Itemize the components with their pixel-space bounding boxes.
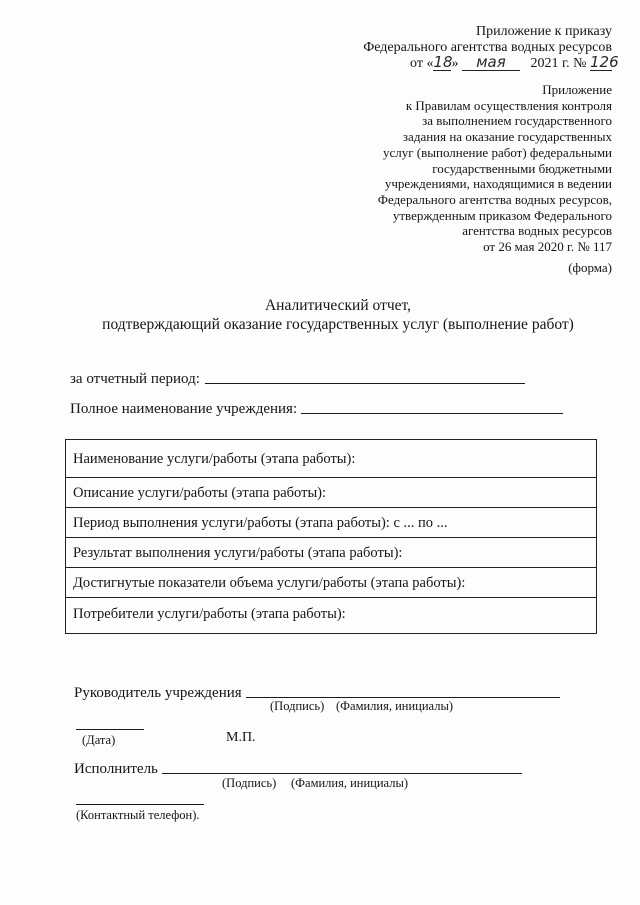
executor-signature-line[interactable] [162, 773, 522, 774]
executor-sign-caption: (Подпись) [222, 776, 277, 790]
date-day-handwritten: 18 [433, 53, 453, 71]
order-appendix-line: Приложение к приказу [476, 24, 612, 39]
date-month-handwritten: мая [462, 54, 520, 71]
table-row[interactable]: Потребители услуги/работы (этапа работы): [66, 597, 596, 633]
head-name-caption: (Фамилия, инициалы) [336, 699, 454, 713]
rules-line: Приложение [542, 82, 612, 97]
executor-name-caption: (Фамилия, инициалы) [291, 776, 409, 790]
period-input-line[interactable] [205, 383, 525, 384]
head-sign-caption: (Подпись) [270, 699, 325, 713]
rules-line: услуг (выполнение работ) федеральными [382, 144, 612, 160]
rules-line: утвержденным приказом Федерального [392, 207, 612, 223]
rules-line: Федерального агентства водных ресурсов, [377, 191, 612, 207]
institution-label: Полное наименование учреждения: [70, 401, 298, 417]
service-info-table [65, 439, 597, 634]
table-row[interactable]: Описание услуги/работы (этапа работы): [66, 477, 596, 507]
rules-line: учреждениями, находящимися в ведении [384, 176, 612, 192]
rules-line: агентства водных ресурсов [462, 223, 612, 239]
rules-line: за выполнением государственного [422, 113, 612, 129]
date-mid: » [451, 56, 459, 71]
institution-input-line[interactable] [301, 413, 563, 414]
rules-header [378, 82, 612, 255]
table-row[interactable]: Результат выполнения услуги/работы (этапа работы): [66, 537, 596, 567]
phone-caption: (Контактный телефон). [76, 808, 200, 822]
date-input-line[interactable] [76, 729, 144, 730]
rules-line: государственными бюджетными [432, 160, 612, 176]
order-date-line [410, 53, 619, 72]
seal-label: М.П. [226, 730, 256, 745]
head-label: Руководитель учреждения [74, 685, 242, 701]
form-label: (форма) [568, 260, 612, 275]
document-title: Аналитический отчет, [264, 297, 412, 314]
rules-line: задания на оказание государственных [402, 129, 612, 145]
period-label: за отчетный период: [70, 371, 200, 387]
table-row[interactable]: Наименование услуги/работы (этапа работы): [73, 451, 356, 467]
date-year: 2021 г. № [530, 56, 587, 71]
order-agency-line: Федерального агентства водных ресурсов [363, 40, 612, 55]
date-caption: (Дата) [82, 733, 116, 747]
head-signature-line[interactable] [246, 697, 560, 698]
order-number-handwritten: 126 [590, 53, 619, 71]
rules-line: к Правилам осуществления контроля [405, 97, 612, 113]
phone-input-line[interactable] [76, 804, 204, 805]
document-subtitle: подтверждающий оказание государственных услуг (выполнение работ) [102, 316, 574, 333]
table-row[interactable]: Достигнутые показатели объема услуги/работы (этапа работы): [66, 567, 596, 597]
date-prefix: от « [410, 56, 434, 71]
rules-line: от 26 мая 2020 г. № 117 [483, 239, 612, 255]
executor-label: Исполнитель [74, 761, 158, 777]
table-row[interactable]: Период выполнения услуги/работы (этапа работы): с ... по ... [66, 507, 596, 537]
